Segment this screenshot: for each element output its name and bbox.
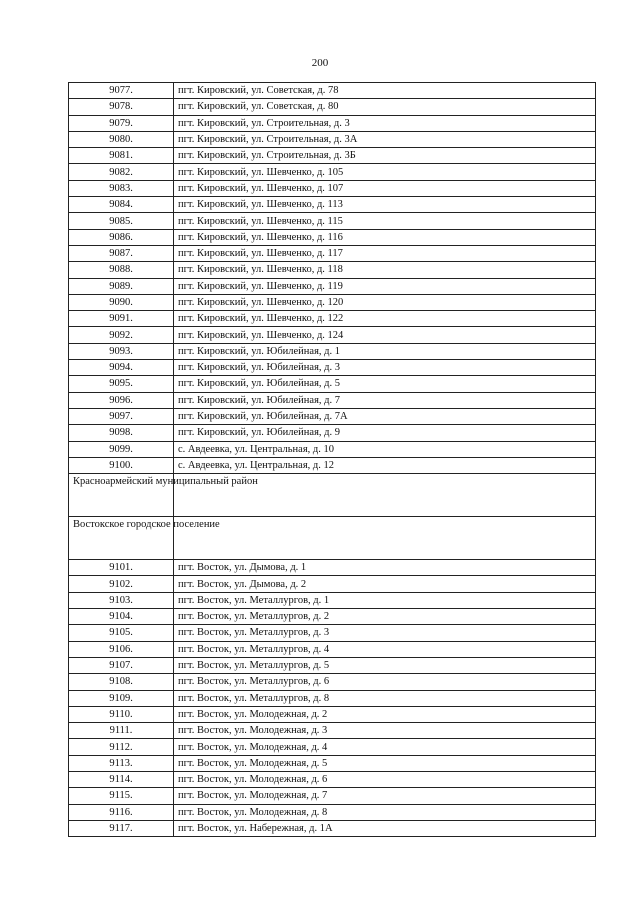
row-number: 9096. (69, 392, 174, 408)
row-address: пгт. Кировский, ул. Шевченко, д. 107 (174, 180, 596, 196)
row-address: пгт. Кировский, ул. Юбилейная, д. 7 (174, 392, 596, 408)
row-number: 9084. (69, 197, 174, 213)
table-row (69, 164, 596, 180)
row-number: 9115. (69, 788, 174, 804)
table-row (69, 625, 596, 641)
row-number: 9112. (69, 739, 174, 755)
row-address: пгт. Кировский, ул. Строительная, д. 3Б (174, 148, 596, 164)
table-row (69, 343, 596, 359)
table-row (69, 180, 596, 196)
row-number: 9082. (69, 164, 174, 180)
table-row (69, 690, 596, 706)
row-address: пгт. Восток, ул. Молодежная, д. 4 (174, 739, 596, 755)
row-number: 9079. (69, 115, 174, 131)
row-address: пгт. Восток, ул. Набережная, д. 1А (174, 820, 596, 836)
table-body-top (69, 83, 596, 474)
row-number: 9099. (69, 441, 174, 457)
section-empty-cell (174, 517, 596, 560)
table-row (69, 115, 596, 131)
row-number: 9113. (69, 755, 174, 771)
row-number: 9093. (69, 343, 174, 359)
row-number: 9095. (69, 376, 174, 392)
row-number: 9090. (69, 294, 174, 310)
row-number: 9085. (69, 213, 174, 229)
row-number: 9083. (69, 180, 174, 196)
row-number: 9110. (69, 706, 174, 722)
row-address: пгт. Кировский, ул. Советская, д. 78 (174, 83, 596, 99)
row-number: 9102. (69, 576, 174, 592)
address-table (68, 82, 596, 837)
row-number: 9100. (69, 457, 174, 473)
row-number: 9116. (69, 804, 174, 820)
table-row (69, 131, 596, 147)
page-number: 200 (311, 57, 329, 69)
table-row (69, 197, 596, 213)
row-number: 9111. (69, 723, 174, 739)
row-address: пгт. Восток, ул. Металлургов, д. 5 (174, 657, 596, 673)
row-number: 9089. (69, 278, 174, 294)
table-row (69, 213, 596, 229)
table-body-sections (69, 474, 596, 560)
row-address: пгт. Кировский, ул. Шевченко, д. 116 (174, 229, 596, 245)
table-row (69, 327, 596, 343)
row-number: 9117. (69, 820, 174, 836)
row-number: 9098. (69, 425, 174, 441)
row-number: 9092. (69, 327, 174, 343)
row-number: 9104. (69, 609, 174, 625)
table-row (69, 457, 596, 473)
row-number: 9088. (69, 262, 174, 278)
row-number: 9077. (69, 83, 174, 99)
row-number: 9091. (69, 311, 174, 327)
row-address: пгт. Восток, ул. Дымова, д. 1 (174, 560, 596, 576)
row-number: 9108. (69, 674, 174, 690)
table-row (69, 392, 596, 408)
table-row (69, 609, 596, 625)
table-row (69, 592, 596, 608)
row-number: 9114. (69, 771, 174, 787)
table-row (69, 657, 596, 673)
row-address: пгт. Кировский, ул. Строительная, д. 3А (174, 131, 596, 147)
table-row (69, 771, 596, 787)
row-address: пгт. Кировский, ул. Строительная, д. 3 (174, 115, 596, 131)
table-row (69, 788, 596, 804)
row-address: пгт. Восток, ул. Молодежная, д. 3 (174, 723, 596, 739)
table-row (69, 262, 596, 278)
row-address: пгт. Кировский, ул. Юбилейная, д. 1 (174, 343, 596, 359)
row-number: 9086. (69, 229, 174, 245)
row-number: 9078. (69, 99, 174, 115)
table-row (69, 408, 596, 424)
table-row (69, 441, 596, 457)
table-row (69, 278, 596, 294)
row-number: 9094. (69, 360, 174, 376)
row-address: с. Авдеевка, ул. Центральная, д. 12 (174, 457, 596, 473)
table-row (69, 674, 596, 690)
table-row (69, 360, 596, 376)
row-address: пгт. Восток, ул. Металлургов, д. 6 (174, 674, 596, 690)
row-address: пгт. Восток, ул. Металлургов, д. 1 (174, 592, 596, 608)
row-address: пгт. Восток, ул. Молодежная, д. 6 (174, 771, 596, 787)
table-row (69, 83, 596, 99)
row-address: пгт. Восток, ул. Молодежная, д. 7 (174, 788, 596, 804)
row-address: пгт. Кировский, ул. Юбилейная, д. 5 (174, 376, 596, 392)
row-address: пгт. Кировский, ул. Юбилейная, д. 9 (174, 425, 596, 441)
row-number: 9081. (69, 148, 174, 164)
row-number: 9106. (69, 641, 174, 657)
table-row (69, 294, 596, 310)
row-address: пгт. Кировский, ул. Шевченко, д. 115 (174, 213, 596, 229)
row-address: пгт. Кировский, ул. Шевченко, д. 113 (174, 197, 596, 213)
table-row (69, 376, 596, 392)
row-address: пгт. Восток, ул. Металлургов, д. 3 (174, 625, 596, 641)
table-row (69, 311, 596, 327)
row-address: пгт. Кировский, ул. Шевченко, д. 124 (174, 327, 596, 343)
table-row (69, 576, 596, 592)
row-address: пгт. Кировский, ул. Шевченко, д. 120 (174, 294, 596, 310)
row-address: пгт. Кировский, ул. Советская, д. 80 (174, 99, 596, 115)
table-row (69, 425, 596, 441)
table-row (69, 148, 596, 164)
row-address: пгт. Кировский, ул. Юбилейная, д. 3 (174, 360, 596, 376)
row-address: пгт. Восток, ул. Молодежная, д. 2 (174, 706, 596, 722)
table-row (69, 245, 596, 261)
row-address: пгт. Кировский, ул. Юбилейная, д. 7А (174, 408, 596, 424)
row-number: 9097. (69, 408, 174, 424)
row-address: пгт. Восток, ул. Металлургов, д. 8 (174, 690, 596, 706)
table-row (69, 723, 596, 739)
row-number: 9107. (69, 657, 174, 673)
section-label-settlement: Востокское городское поселение (69, 517, 174, 560)
table-row (69, 820, 596, 836)
row-number: 9109. (69, 690, 174, 706)
row-address: пгт. Восток, ул. Молодежная, д. 5 (174, 755, 596, 771)
section-row-district (69, 474, 596, 517)
table-body-bottom (69, 560, 596, 837)
table-row (69, 99, 596, 115)
table-row (69, 641, 596, 657)
section-label-district: Красноармейский муниципальный район (69, 474, 174, 517)
row-number: 9080. (69, 131, 174, 147)
row-address: пгт. Кировский, ул. Шевченко, д. 118 (174, 262, 596, 278)
row-address: пгт. Кировский, ул. Шевченко, д. 117 (174, 245, 596, 261)
table-row (69, 755, 596, 771)
row-address: пгт. Кировский, ул. Шевченко, д. 119 (174, 278, 596, 294)
table-row (69, 804, 596, 820)
row-number: 9103. (69, 592, 174, 608)
table-row (69, 229, 596, 245)
table-row (69, 560, 596, 576)
row-number: 9105. (69, 625, 174, 641)
row-address: с. Авдеевка, ул. Центральная, д. 10 (174, 441, 596, 457)
row-address: пгт. Восток, ул. Молодежная, д. 8 (174, 804, 596, 820)
row-number: 9101. (69, 560, 174, 576)
section-row-settlement (69, 517, 596, 560)
row-number: 9087. (69, 245, 174, 261)
row-address: пгт. Кировский, ул. Шевченко, д. 105 (174, 164, 596, 180)
table-row (69, 739, 596, 755)
row-address: пгт. Восток, ул. Металлургов, д. 2 (174, 609, 596, 625)
row-address: пгт. Кировский, ул. Шевченко, д. 122 (174, 311, 596, 327)
table-row (69, 706, 596, 722)
row-address: пгт. Восток, ул. Дымова, д. 2 (174, 576, 596, 592)
row-address: пгт. Восток, ул. Металлургов, д. 4 (174, 641, 596, 657)
